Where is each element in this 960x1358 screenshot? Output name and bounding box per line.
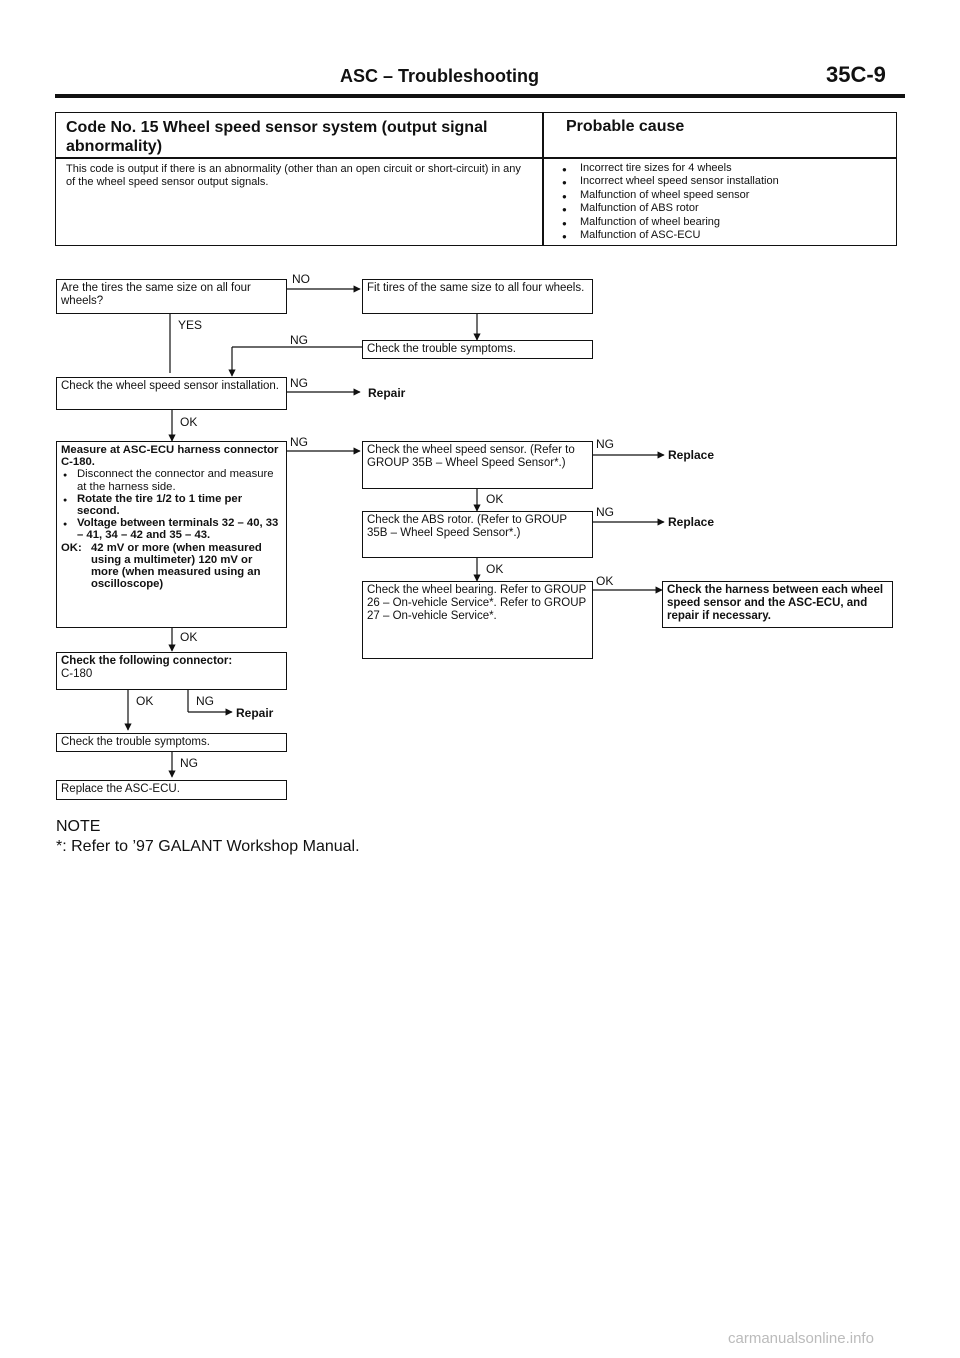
action-check-rotor: Check the ABS rotor. (Refer to GROUP 35B – Wheel Speed Sensor*.) [362,511,593,558]
note-text: *: Refer to ’97 GALANT Workshop Manual. [56,838,360,855]
connector-title: Check the following connector: [61,655,233,667]
cause-item: ● Malfunction of ABS rotor [562,202,779,215]
ok-label: OK: [61,541,82,554]
action-check-connector [56,652,287,690]
branch-label-ok: OK [180,415,198,429]
branch-label-ok: OK [136,694,154,708]
branch-label-ok: OK [486,562,504,576]
branch-label-ok: OK [486,492,504,506]
measure-step: ● Voltage between terminals 32 – 40, 33 – 41, 34 – 42 and 35 – 43. [61,517,282,541]
page-number: 35C-9 [826,62,886,87]
result-replace-2: Replace [668,515,715,529]
action-check-installation: Check the wheel speed sensor installation. [56,377,287,410]
result-repair-1: Repair [368,386,406,400]
measure-ok-criteria [61,542,282,591]
measure-step: ● Rotate the tire 1/2 to 1 time per second. [61,493,282,517]
action-replace-ecu: Replace the ASC-ECU. [56,780,287,800]
cause-item: ● Malfunction of wheel bearing [562,216,779,229]
action-check-symptoms-1: Check the trouble symptoms. [362,340,593,359]
note-title: NOTE [56,818,101,835]
branch-label-ng: NG [180,756,198,770]
branch-label-ng: NG [596,505,614,519]
action-fit-tires: Fit tires of the same size to all four wheels. [362,279,593,314]
code-heading: Code No. 15 Wheel speed sensor system (output signal abnormality) [66,119,488,155]
action-measure-harness [56,441,287,628]
cause-item: ● Malfunction of ASC-ECU [562,229,779,242]
cause-item: ● Incorrect tire sizes for 4 wheels [562,162,779,175]
cause-item: ● Malfunction of wheel speed sensor [562,189,779,202]
branch-label-ng: NG [290,333,308,347]
connector-id: C-180 [61,668,93,680]
branch-label-ok: OK [596,574,614,588]
branch-label-ng: NG [290,376,308,390]
result-replace-1: Replace [668,448,715,462]
action-check-bearing: Check the wheel bearing. Refer to GROUP 26 – On-vehicle Service*. Refer to GROUP 27 – On-vehicle Service*. [362,581,593,659]
cause-item: ● Incorrect wheel speed sensor installation [562,175,779,188]
action-check-symptoms-2: Check the trouble symptoms. [56,733,287,752]
measure-title: Measure at ASC-ECU harness connector C-180. [61,444,279,469]
branch-label-ok: OK [180,630,198,644]
result-repair-2: Repair [236,706,274,720]
question-tire-size: Are the tires the same size on all four wheels? [56,279,287,314]
probable-cause-heading: Probable cause [566,118,685,135]
ok-text: 42 mV or more (when measured using a multimeter) 120 mV or more (when measured using an oscilloscope) [91,541,262,591]
measure-step: ● Disconnect the connector and measure at the harness side. [61,468,282,492]
action-check-sensor: Check the wheel speed sensor. (Refer to GROUP 35B – Wheel Speed Sensor*.) [362,441,593,489]
watermark: carmanualsonline.info [728,1330,874,1347]
page-title: ASC – Troubleshooting [340,66,540,86]
branch-label-yes: YES [178,318,203,332]
action-check-harness: Check the harness between each wheel speed sensor and the ASC-ECU, and repair if necessary. [662,581,893,628]
branch-label-ng: NG [596,437,614,451]
branch-label-ng: NG [196,694,214,708]
branch-label-ng: NG [290,435,308,449]
code-description: This code is output if there is an abnormality (other than an open circuit or short-circuit) in any of the wheel speed sensor output signals. [66,163,521,188]
measure-steps [61,468,282,541]
branch-label-no: NO [292,272,310,286]
